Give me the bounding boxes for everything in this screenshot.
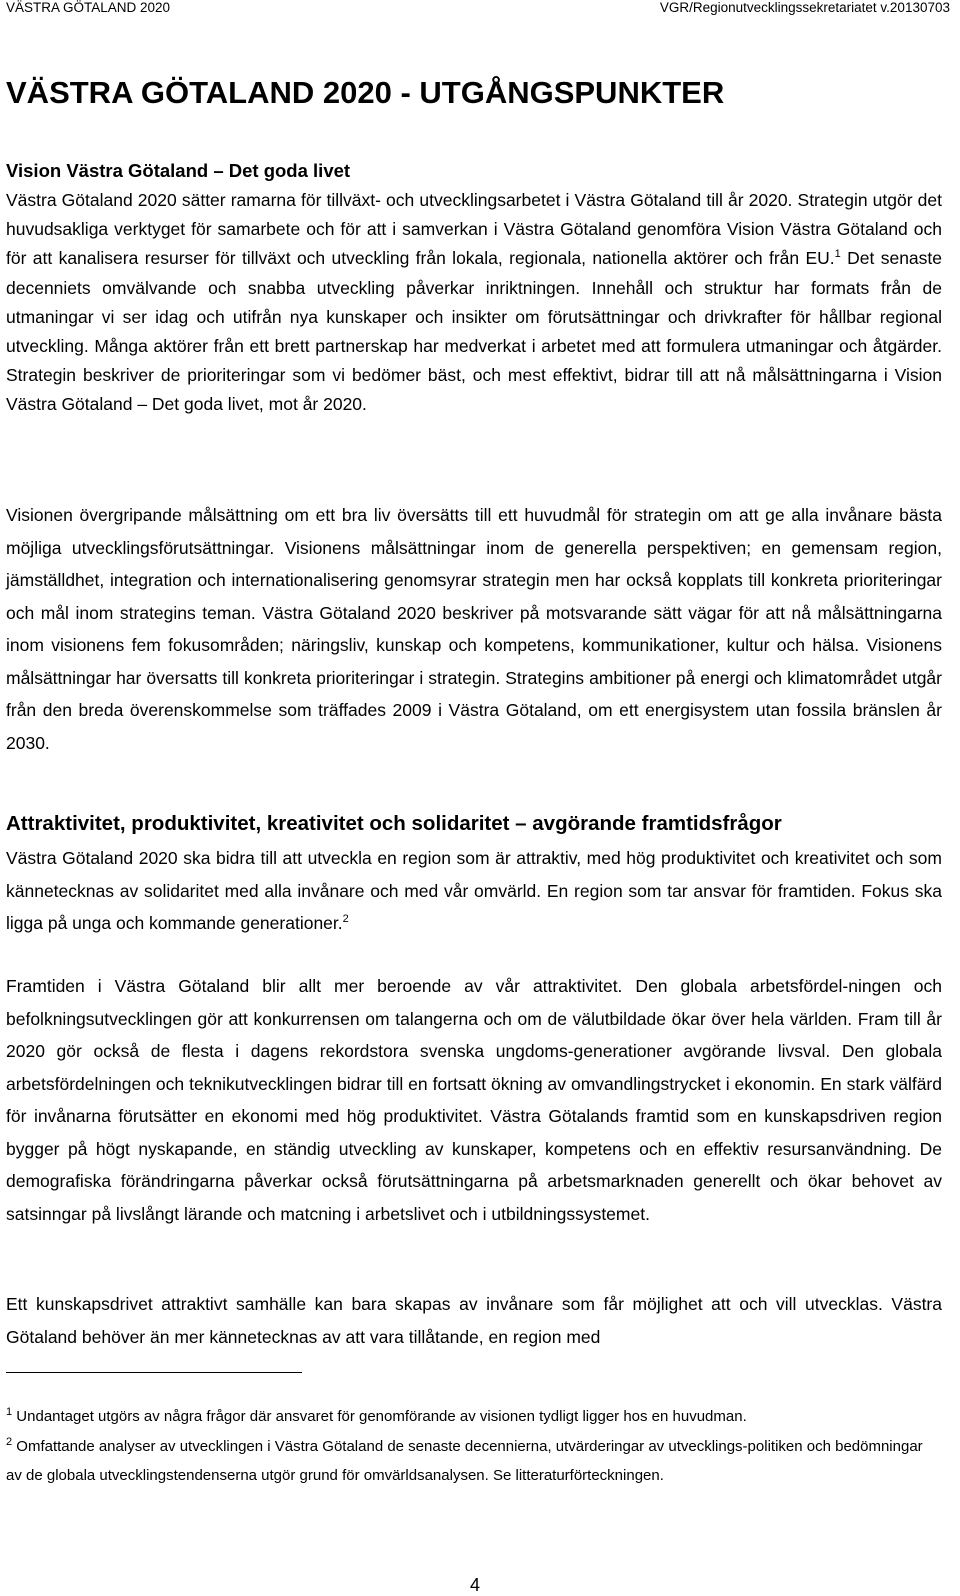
paragraph-vision-goals: Visionen övergripande målsättning om ett bra liv översätts till ett huvudmål för strategin om att ge alla invånare bästa möjliga utvecklingsförutsättningar. Visionens målsättningar inom de generella perspektiven; en gemensam region, jämställdhet, integration och internationalisering genomsyrar strategin men har också kopplats till konkreta prioriteringar och mål inom strategins teman. Västra Götaland 2020 beskriver på motsvarande sätt vägar för att nå målsättningarna inom visionens fem fokusområden; näringsliv, kunskap och kompetens, kommunikationer, kultur och hälsa. Visionens målsättningar har översatts till konkreta prioriteringar i strategin. Strategins ambitioner på energi och klimatområdet utgår från den breda överenskommelse som träffades 2009 i Västra Götaland, om ett energisystem utan fossila bränslen år 2030.: [6, 505, 942, 753]
paragraph-attractiveness: [6, 842, 942, 940]
paragraph-intro-text-cont: Det senaste decenniets omvälvande och snabba utveckling påverkar inriktningen. Innehåll och struktur har formats från de utmaningar vi ser idag och utifrån nya kunskaper och insikter om förutsättningar och drivkrafter för hållbar regional utveckling. Många aktörer från ett brett partnerskap har medverkat i arbetet med att formulera utmaningar och åtgärder. Strategin beskriver de prioriteringar som vi bedömer bäst, och mest effektivt, bidrar till att nå målsättningarna i Vision Västra Götaland – Det goda livet, mot år 2020.: [6, 248, 943, 415]
page-header: [0, 0, 960, 16]
footnote-2: [6, 1432, 942, 1490]
footnote-2-number: 2: [6, 1436, 13, 1448]
paragraph-attractiveness-text: Västra Götaland 2020 ska bidra till att utveckla en region som är attraktiv, med hög produktivitet och kreativitet och som kännetecknas av solidaritet med alla invånare och med vår omvärld. En region som tar ansvar för framtiden. Fokus ska ligga på unga och kommande generationer.: [6, 848, 942, 933]
footnote-1-text: Undantaget utgörs av några frågor där ansvaret för genomförande av visionen tydligt ligger hos en huvudman.: [16, 1408, 747, 1425]
footnote-ref-1: 1: [834, 248, 841, 261]
page-number: 4: [470, 1575, 481, 1595]
section-heading-attractiveness: Attraktivitet, produktivitet, kreativitet och solidaritet – avgörande framtidsfrågor: [6, 812, 782, 835]
footnote-separator: [6, 1372, 302, 1373]
header-right-text: VGR/Regionutvecklingssekretariatet v.20130703: [659, 0, 950, 15]
footnote-ref-2: 2: [342, 913, 349, 926]
section-heading-vision: Vision Västra Götaland – Det goda livet: [6, 160, 351, 181]
document-title: VÄSTRA GÖTALAND 2020 - UTGÅNGSPUNKTER: [6, 75, 725, 110]
header-left-text: VÄSTRA GÖTALAND 2020: [6, 0, 171, 15]
paragraph-future: Framtiden i Västra Götaland blir allt mer beroende av vår attraktivitet. Den globala arbetsfördel-ningen och befolkningsutvecklingen gör att konkurrensen om talangerna och om de välutbildade ökar över hela världen. Fram till år 2020 gör också de flesta i dagens rekordstora svenska ungdoms-generationer avgörande livsval. Den globala arbetsfördelningen och teknikutvecklingen bidrar till en fortsatt ökning av omvandlingstrycket i ekonomin. En stark välfärd för invånarna förutsätter en ekonomi med hög produktivitet. Västra Götalands framtid som en kunskapsdriven region bygger på högt nyskapande, en ständig utveckling av kunskaper, kompetens och en effektiv resursanvändning. De demografiska förändringarna påverkar också förutsättningarna på arbetsmarknaden generellt och ökar behovet av satsinngar på livslångt lärande och matcning i arbetslivet och i utbildningssystemet.: [6, 976, 942, 1224]
footnote-1: [6, 1402, 942, 1431]
paragraph-intro-text: Västra Götaland 2020 sätter ramarna för tillväxt- och utvecklingsarbetet i Västra Götaland till år 2020. Strategin utgör det huvudsakliga verktyget för samarbete och för att i samverkan i Västra Götaland genomföra Vision Västra Götaland och för att kanalisera resurser för tillväxt och utveckling från lokala, regionala, nationella aktörer och från EU.: [6, 190, 942, 269]
paragraph-intro: [6, 186, 942, 420]
footnote-2-text: Omfattande analyser av utvecklingen i Västra Götaland de senaste decennierna, utvärderingar av utvecklings-politiken och bedömningar av de globala utvecklingstendenserna utgör grund för omvärldsanalysen. Se litteraturförteckningen.: [6, 1438, 923, 1484]
footnote-1-number: 1: [6, 1406, 13, 1418]
paragraph-knowledge-society: Ett kunskapsdrivet attraktivt samhälle kan bara skapas av invånare som får möjlighet att och vill utvecklas. Västra Götaland behöver än mer kännetecknas av att vara tillåtande, en region med: [6, 1294, 942, 1347]
